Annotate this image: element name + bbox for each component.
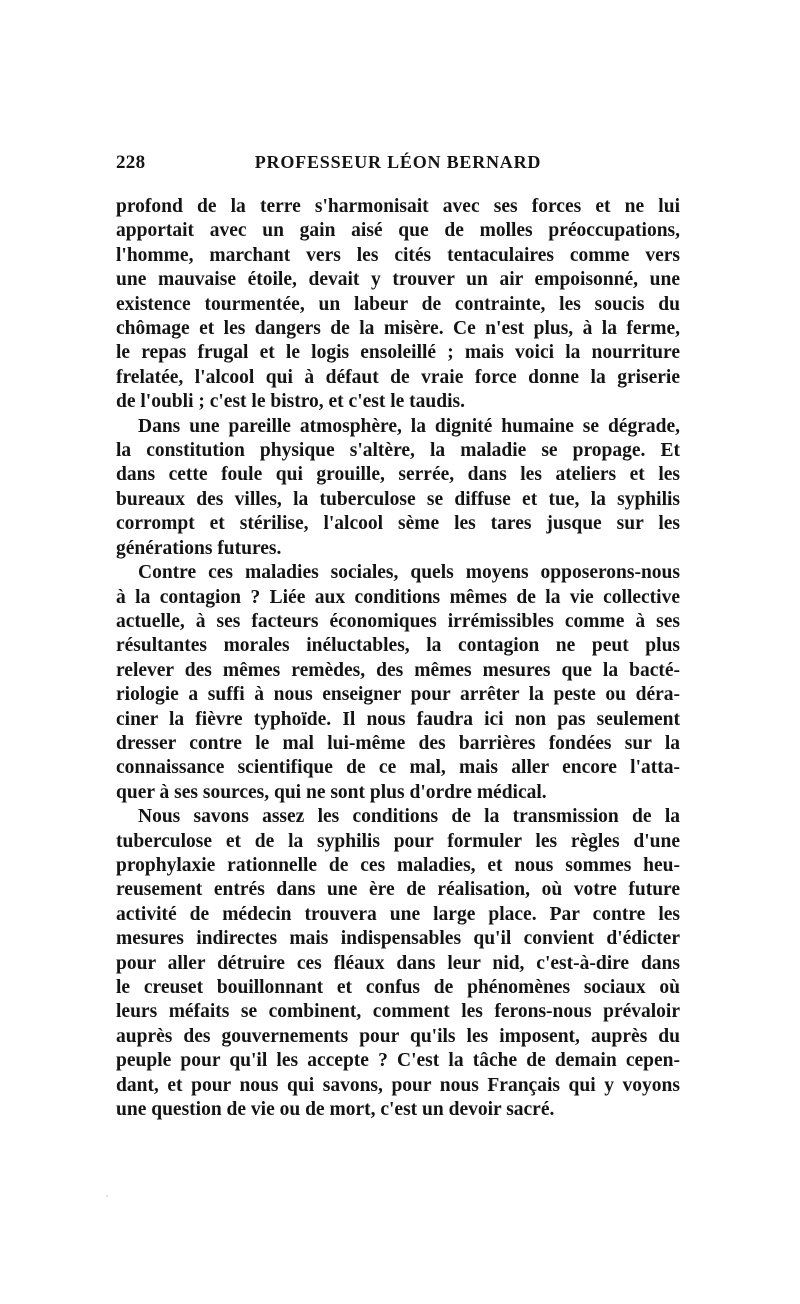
text-line: auprès des gouvernements pour qu'ils les imposent, auprès du — [116, 1025, 680, 1047]
text-line: connaissance scientifique de ce mal, mais aller encore l'atta- — [116, 757, 680, 779]
text-line: corrompt et stérilise, l'alcool sème les tares jusque sur les — [116, 513, 680, 535]
text-line: générations futures. — [116, 537, 282, 559]
text-line: leurs méfaits se combinent, comment les ferons-nous prévaloir — [116, 1001, 680, 1023]
text-line: apportait avec un gain aisé que de molles préoccupations, — [116, 220, 680, 242]
paragraph-2 — [116, 415, 680, 561]
text-line: dresser contre le mal lui-même des barrières fondées sur la — [116, 732, 680, 754]
running-title: PROFESSEUR LÉON BERNARD — [254, 152, 542, 172]
text-line: Nous savons assez les conditions de la transmission de la — [138, 806, 680, 828]
text-line: profond de la terre s'harmonisait avec ses forces et ne lui — [116, 196, 680, 217]
text-line: à la contagion ? Liée aux conditions mêmes de la vie collective — [116, 586, 680, 608]
text-line: résultantes morales inéluctables, la contagion ne peut plus — [116, 635, 680, 657]
text-line: peuple pour qu'il les accepte ? C'est la tâche de demain cepen- — [116, 1050, 680, 1072]
text-line: la constitution physique s'altère, la maladie se propage. Et — [116, 440, 680, 462]
text-line: tuberculose et de la syphilis pour formuler les règles d'une — [116, 830, 680, 852]
text-line: le repas frugal et le logis ensoleillé ; mais voici la nourriture — [116, 342, 680, 364]
text-line: Dans une pareille atmosphère, la dignité humaine se dégrade, — [138, 415, 680, 437]
text-line: dant, et pour nous qui savons, pour nous Français qui y voyons — [116, 1074, 680, 1096]
text-line: bureaux des villes, la tuberculose se diffuse et tue, la syphilis — [116, 488, 680, 510]
text-line: riologie a suffi à nous enseigner pour arrêter la peste ou déra- — [116, 684, 680, 706]
text-line: une mauvaise étoile, devait y trouver un air empoisonné, une — [116, 269, 680, 291]
page-number: 228 — [116, 152, 146, 173]
text-line: frelatée, l'alcool qui à défaut de vraie force donne la griserie — [116, 366, 680, 388]
text-line: prophylaxie rationnelle de ces maladies, et nous sommes heu- — [116, 854, 680, 876]
text-line: de l'oubli ; c'est le bistro, et c'est le taudis. — [116, 391, 465, 413]
paper-speck — [106, 1195, 108, 1197]
text-line: ciner la fièvre typhoïde. Il nous faudra ici non pas seulement — [116, 708, 680, 730]
text-line: pour aller détruire ces fléaux dans leur nid, c'est-à-dire dans — [116, 952, 680, 974]
text-line: chômage et les dangers de la misère. Ce n'est plus, à la ferme, — [116, 318, 680, 340]
text-line: activité de médecin trouvera une large place. Par contre les — [116, 903, 680, 925]
text-line: relever des mêmes remèdes, des mêmes mesures que la bacté- — [116, 659, 680, 681]
text-line: le creuset bouillonnant et confus de phénomènes sociaux où — [116, 977, 680, 998]
text-line: actuelle, à ses facteurs économiques irrémissibles comme à ses — [116, 610, 680, 632]
text-line: quer à ses sources, qui ne sont plus d'ordre médical. — [116, 781, 547, 803]
text-line: l'homme, marchant vers les cités tentaculaires comme vers — [116, 244, 680, 266]
text-line: dans cette foule qui grouille, serrée, dans les ateliers et les — [116, 464, 680, 486]
text-line: une question de vie ou de mort, c'est un devoir sacré. — [116, 1099, 555, 1121]
running-head — [116, 152, 680, 182]
text-line: mesures indirectes mais indispensables qu'il convient d'édicter — [116, 928, 680, 950]
text-line: existence tourmentée, un labeur de contrainte, les soucis du — [116, 293, 680, 315]
body-text — [116, 195, 680, 1122]
paragraph-4 — [116, 805, 680, 1122]
paragraph-1 — [116, 195, 680, 415]
paragraph-3 — [116, 561, 680, 805]
text-line: reusement entrés dans une ère de réalisation, où votre future — [116, 879, 680, 901]
text-line: Contre ces maladies sociales, quels moyens opposerons-nous — [138, 562, 680, 584]
